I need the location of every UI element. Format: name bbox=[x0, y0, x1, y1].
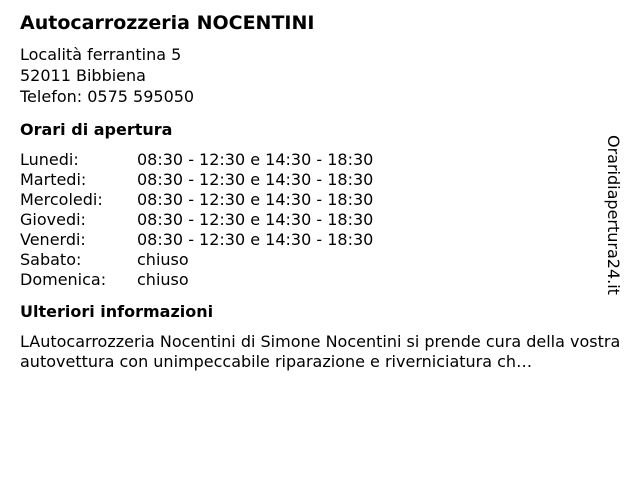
more-info-heading: Ulteriori informazioni bbox=[20, 302, 214, 321]
day-label: Martedi: bbox=[20, 170, 87, 189]
hours-row-saturday bbox=[20, 250, 610, 270]
day-label: Domenica: bbox=[20, 270, 107, 289]
opening-hours-table bbox=[20, 150, 610, 290]
opening-hours-heading: Orari di apertura bbox=[20, 120, 173, 139]
hours-row-friday bbox=[20, 230, 610, 250]
hours-value: 08:30 - 12:30 e 14:30 - 18:30 bbox=[137, 210, 374, 229]
day-label: Lunedi: bbox=[20, 150, 79, 169]
address-block bbox=[20, 44, 610, 107]
business-name: Autocarrozzeria NOCENTINI bbox=[20, 12, 315, 34]
hours-row-monday bbox=[20, 150, 610, 170]
hours-value: 08:30 - 12:30 e 14:30 - 18:30 bbox=[137, 150, 374, 169]
business-description: LAutocarrozzeria Nocentini di Simone Nocentini si prende cura della vostra autovettura con unimpeccabile riparazione e riverniciatura ch… bbox=[20, 332, 621, 371]
day-label: Mercoledi: bbox=[20, 190, 103, 209]
hours-row-thursday bbox=[20, 210, 610, 230]
hours-value: chiuso bbox=[137, 270, 189, 289]
hours-row-wednesday bbox=[20, 190, 610, 210]
hours-value: 08:30 - 12:30 e 14:30 - 18:30 bbox=[137, 170, 374, 189]
day-label: Giovedi: bbox=[20, 210, 86, 229]
site-brand-vertical: Oraridiapertura24.it bbox=[604, 135, 623, 295]
hours-value: 08:30 - 12:30 e 14:30 - 18:30 bbox=[137, 230, 374, 249]
phone-number: Telefon: 0575 595050 bbox=[20, 87, 195, 106]
hours-row-tuesday bbox=[20, 170, 610, 190]
address-city: 52011 Bibbiena bbox=[20, 66, 146, 85]
hours-value: 08:30 - 12:30 e 14:30 - 18:30 bbox=[137, 190, 374, 209]
hours-row-sunday bbox=[20, 270, 610, 290]
day-label: Sabato: bbox=[20, 250, 82, 269]
hours-value: chiuso bbox=[137, 250, 189, 269]
day-label: Venerdi: bbox=[20, 230, 86, 249]
address-street: Località ferrantina 5 bbox=[20, 45, 182, 64]
